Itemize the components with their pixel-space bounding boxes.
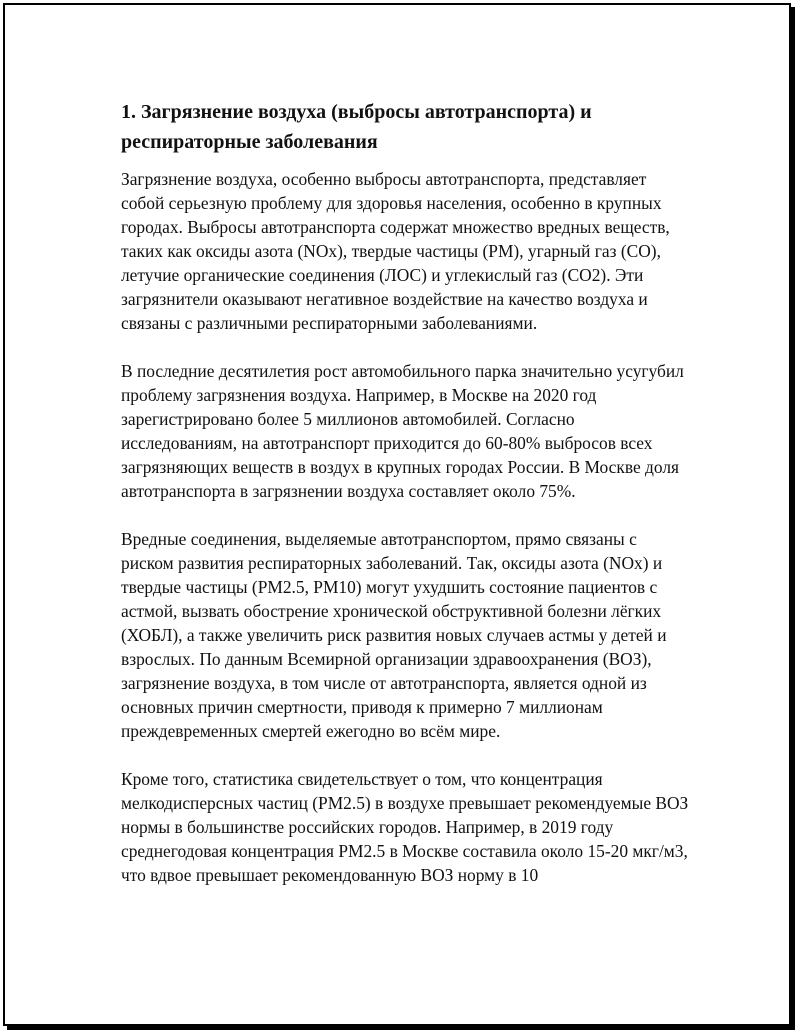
section-heading: 1. Загрязнение воздуха (выбросы автотранспорта) и респираторные заболевания [121,101,592,153]
paragraph-2: В последние десятилетия рост автомобильного парка значительно усугубил проблему загрязнения воздуха. Например, в Москве на 2020 год зарегистрировано более 5 миллионов автомобилей. Согласно исследованиям, на автотранспорт приходится до 60-80% выбросов всех загрязняющих веществ в воздух в крупных городах России. В Москве доля автотранспорта в загрязнении воздуха составляет около 75%. [121,361,684,501]
paragraph-1: Загрязнение воздуха, особенно выбросы автотранспорта, представляет собой серьезную проблему для здоровья населения, особенно в крупных городах. Выбросы автотранспорта содержат множество вредных веществ, таких как оксиды азота (NOx), твердые частицы (PM), угарный газ (CO), летучие органические соединения (ЛОС) и углекислый газ (CO2). Эти загрязнители оказывают негативное воздействие на качество воздуха и связаны с различными респираторными заболеваниями. [121,169,670,333]
document-page [3,3,791,1026]
paragraph-3: Вредные соединения, выделяемые автотранспортом, прямо связаны с риском развития респираторных заболеваний. Так, оксиды азота (NOx) и твердые частицы (PM2.5, PM10) могут ухудшить состояние пациентов с астмой, вызвать обострение хронической обструктивной болезни лёгких (ХОБЛ), а также увеличить риск развития новых случаев астмы у детей и взрослых. По данным Всемирной организации здравоохранения (ВОЗ), загрязнение воздуха, в том числе от автотранспорта, является одной из основных причин смертности, приводя к примерно 7 миллионам преждевременных смертей ежегодно во всём мире. [121,529,667,741]
document-body [121,97,691,911]
paragraph-4: Кроме того, статистика свидетельствует о том, что концентрация мелкодисперсных частиц (PM2.5) в воздухе превышает рекомендуемые ВОЗ нормы в большинстве российских городов. Например, в 2019 году среднегодовая концентрация PM2.5 в Москве составила около 15-20 мкг/м3, что вдвое превышает рекомендованную ВОЗ норму в 10 [121,769,689,885]
